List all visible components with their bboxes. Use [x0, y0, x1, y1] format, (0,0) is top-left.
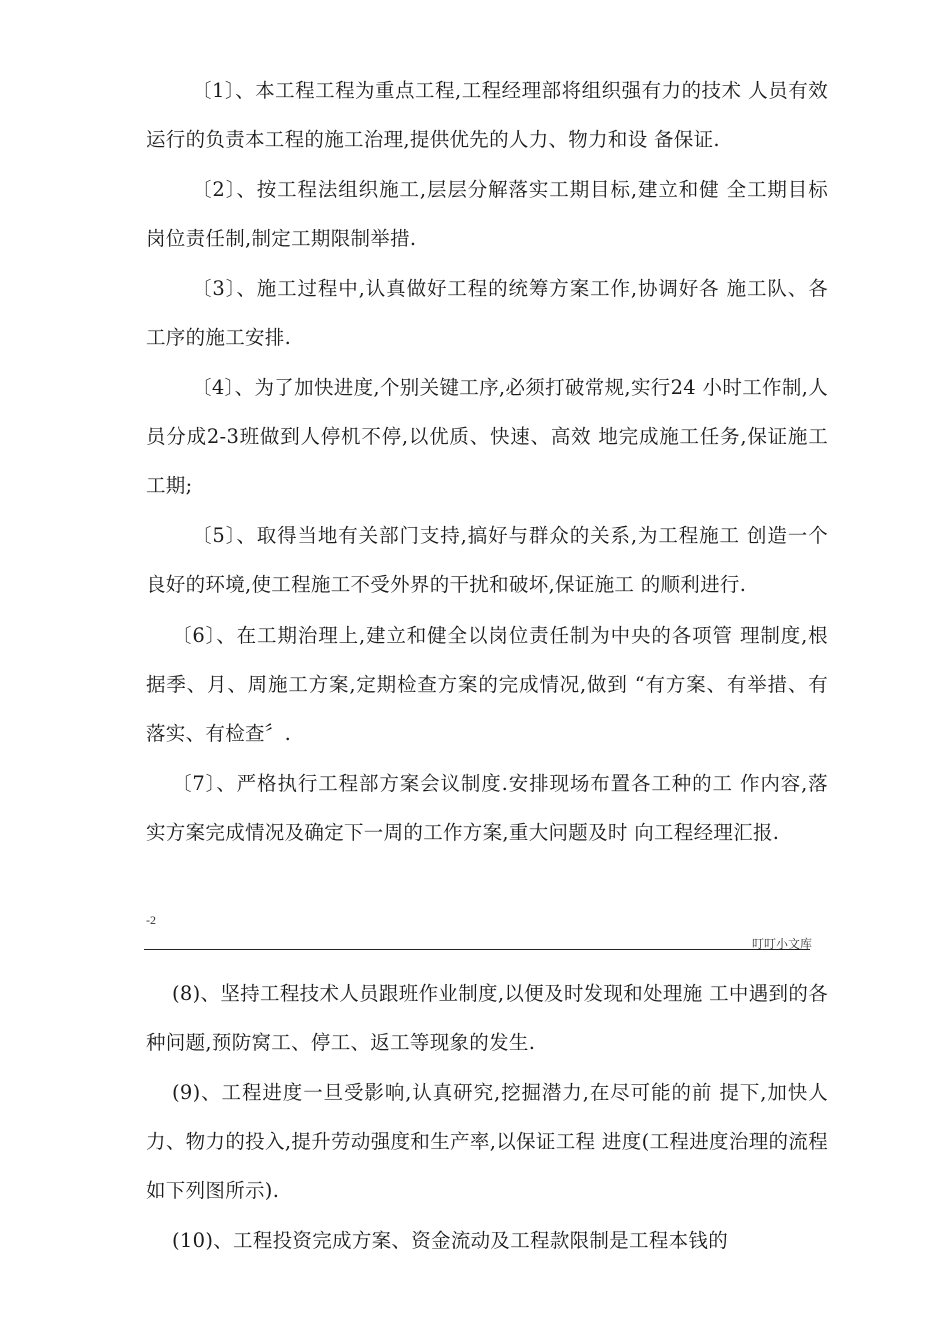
paragraph-8: (8)、坚持工程技术人员跟班作业制度,以便及时发现和处理施 工中遇到的各种问题,预防窝工、停工、返工等现象的发生.: [146, 982, 828, 1054]
paragraph-9: (9)、工程进度一旦受影响,认真研究,挖掘潜力,在尽可能的前 提下,加快人力、物力的投入,提升劳动强度和生产率,以保证工程 进度(工程进度治理的流程如下列图所示).: [146, 1081, 828, 1202]
paragraph-4: 〔4〕、为了加快进度,个别关键工序,必须打破常规,实行24 小时工作制,人员分成2-3班做到人停机不停,以优质、快速、高效 地完成施工任务,保证施工工期;: [146, 376, 828, 497]
paragraph-6: 〔6〕、在工期治理上,建立和健全以岗位责任制为中央的各项管 理制度,根据季、月、周施工方案,定期检查方案的完成情况,做到 “有方案、有举措、有落实、有检查〞.: [146, 624, 828, 745]
paragraph-5: 〔5〕、取得当地有关部门支持,搞好与群众的关系,为工程施工 创造一个良好的环境,使工程施工不受外界的干扰和破坏,保证施工 的顺利进行.: [146, 524, 828, 596]
page-divider: [144, 949, 810, 950]
paragraph-2: 〔2〕、按工程法组织施工,层层分解落实工期目标,建立和健 全工期目标岗位责任制,制定工期限制举措.: [146, 178, 828, 250]
paragraph-3: 〔3〕、施工过程中,认真做好工程的统筹方案工作,协调好各 施工队、各工序的施工安排.: [146, 277, 828, 349]
paragraph-7: 〔7〕、严格执行工程部方案会议制度.安排现场布置各工种的工 作内容,落实方案完成情况及确定下一周的工作方案,重大问题及时 向工程经理汇报.: [146, 772, 828, 844]
paragraph-10: (10)、工程投资完成方案、资金流动及工程款限制是工程本钱的: [172, 1229, 729, 1252]
page-number: -2: [146, 913, 156, 927]
paragraph-1: 〔1〕、本工程工程为重点工程,工程经理部将组织强有力的技术 人员有效运行的负责本工程的施工治理,提供优先的人力、物力和设 备保证.: [146, 79, 828, 151]
footer-watermark-text: 叮叮小文库: [751, 937, 812, 951]
